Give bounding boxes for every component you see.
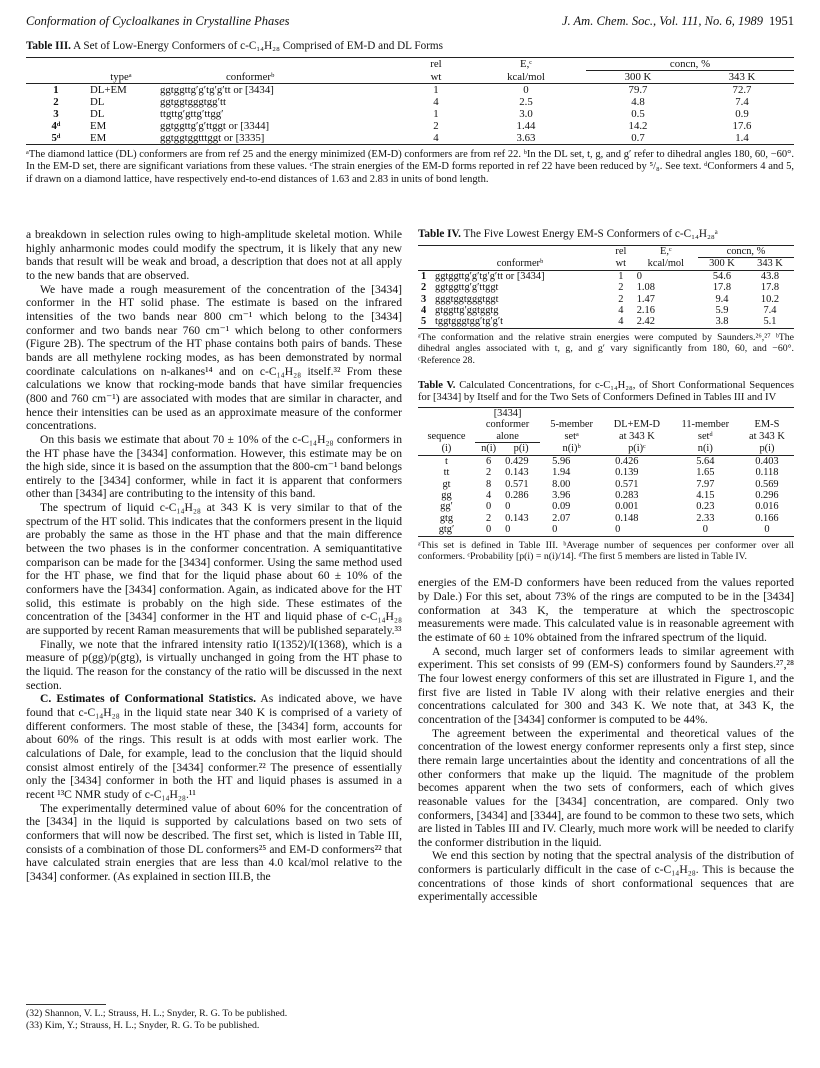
table-3 [26, 40, 794, 186]
t3-cell-conformer: ttgttg′gttg′ttgg′ [160, 108, 224, 120]
t5-cell-eleven: 1.65 [696, 467, 715, 479]
table-row [418, 294, 794, 305]
t3-head-type: typeᵃ [110, 70, 132, 83]
t3-cell-n: 5ᵈ [51, 132, 61, 144]
t5-cell-ems: 0.118 [755, 467, 779, 479]
t3-cell-n: 2 [53, 96, 59, 108]
running-header [26, 14, 794, 32]
reference-32: (32) Shannon, V. L.; Strauss, H. L.; Snyder, R. G. To be published. [26, 1008, 288, 1019]
t5-cell-dl: 0.426 [615, 455, 639, 467]
t4-cell-n: 3 [421, 293, 427, 305]
table-5-footnote: ᵃThis set is defined in Table III. ᵇAverage number of sequences per conformer over all conformers. ᶜProbability [p(i) = n(i)/14]. ᵈThe first 5 members are listed in Table IV. [418, 539, 794, 562]
paragraph: The spectrum of liquid c-C₁₄H₂₈ at 343 K is very similar to that of the spectrum of the HT solid. This indicates that the conformers present in the liquid are probably the same as those in the HT phase and that the main difference between the two phases is in the conformer concentration. A semiquantitative comparison can be made for the [3434] conformer. Using the same method used for the HT phase, we find that for the liquid phase about 60 ± 10% of the conformers have the [3434] conformation. Again, as indicated above for the HT solid, this estimate is probably on the high side. These estimates of the concentration of the [3434] conformer in the HT and liquid phase of c-C₁₄H₂₈ are supported by recent Raman measurements that will be published separately.³³ [26, 501, 402, 638]
table-3-label: Table III. [26, 40, 71, 52]
reference-33: (33) Kim, Y.; Strauss, H. L.; Snyder, R. G. To be published. [26, 1019, 260, 1031]
t3-cell-type: DL [90, 96, 105, 108]
t3-cell-300: 14.2 [628, 120, 648, 132]
table-3-title: A Set of Low-Energy Conformers of c-C₁₄H₂₈ Comprised of EM-D and DL Forms [73, 40, 443, 52]
t4-head-300k: 300 K [709, 258, 735, 270]
t5-cell-seq: tt [443, 467, 450, 479]
t3-cell-300: 0.5 [631, 108, 645, 120]
paragraph: On this basis we estimate that about 70 ± 10% of the c-C₁₄H₂₈ conformers in the HT phase have the [3434] conformation. However, this estimate may be on the high side, since it is based on the assumption that the 800-cm⁻¹ band belongs entirely to the [3434] conformer, while in fact it is apparent that conformers other than [3434] are contributing to the intensity of this band. [26, 432, 402, 501]
t3-cell-wt: 2 [433, 120, 439, 132]
table-5 [418, 380, 794, 562]
t5-cell-five: 0.09 [552, 501, 571, 513]
paragraph: A second, much larger set of conformers leads to similar agreement with experiment. This set consists of 99 (EM-S) conformers found by Saunders.²⁷,²⁸ The four lowest energy conformers of this set are illustrated in Figure 1, and the first five are listed in Table IV along with their relative energies and their concentrations calculated for 300 and 343 K. We note that, at 343 K, the concentration of the [3434] conformer is computed to be 44%. [418, 644, 794, 726]
table-row [418, 513, 794, 524]
t5-head-five-2: setᵃ [564, 431, 579, 443]
table-3-caption [26, 40, 794, 53]
t4-head-343k: 343 K [757, 258, 783, 270]
t3-cell-wt: 1 [433, 108, 439, 120]
table-3-footnote: ᵃThe diamond lattice (DL) conformers are from ref 25 and the energy minimized (EM-D) conformers are from ref 22. ᵇIn the DL set, t, g, and g′ refer to dihedral angles 180, 60, −60°. In the EM-D set, there are significant variations from these values. ᶜThe strain energies of the EM-D forms reported in ref 22 have been reduced by ⁵/₈. See text. ᵈConformers 4 and 5, if drawn on a diamond lattice, have respectively end-to-end distances of 1.63 and 2.83 in units of bond length. [26, 149, 794, 185]
t5-cell-pi: 0.143 [505, 512, 529, 524]
t5-cell-eleven: 5.64 [696, 455, 715, 467]
table-row [418, 305, 794, 316]
t5-head-alone-3: alone [475, 431, 540, 443]
t5-cell-eleven: 7.97 [696, 478, 715, 490]
t5-head-alone-2: conformer [485, 419, 530, 431]
t5-cell-dl: 0.283 [615, 489, 639, 501]
table-4 [418, 228, 794, 366]
t3-cell-343: 1.4 [735, 132, 749, 144]
t5-head-five-3: n(i)ᵇ [562, 443, 581, 455]
t5-cell-seq: gg [441, 489, 452, 501]
table-3-grid [26, 57, 794, 145]
t5-head-ems-1: EM-S [754, 419, 780, 431]
t5-cell-pi: 0.429 [505, 455, 529, 467]
t4-cell-n: 2 [421, 282, 427, 294]
t3-cell-conformer: ggtggtgggtgg′tt [160, 96, 226, 108]
table-row [418, 501, 794, 512]
t5-cell-seq: gt [442, 478, 451, 490]
t3-head-rel: rel [430, 58, 442, 71]
t3-cell-wt: 1 [433, 84, 439, 96]
t5-head-dl-1: DL+EM-D [613, 419, 661, 431]
header-journal: J. Am. Chem. Soc., Vol. 111, No. 6, 1989 [561, 14, 763, 28]
table-4-grid [418, 245, 794, 329]
right-column [418, 228, 794, 904]
t3-cell-n: 1 [53, 84, 59, 96]
t5-cell-ems: 0.403 [755, 455, 779, 467]
t5-cell-dl: 0 [615, 524, 621, 536]
t4-head-concn: concn, % [698, 246, 794, 258]
left-column [26, 228, 402, 884]
t5-cell-pi: 0.571 [505, 478, 529, 490]
t5-cell-seq: t [445, 455, 448, 467]
t5-cell-five: 3.96 [552, 489, 571, 501]
t3-cell-type: DL [90, 108, 105, 120]
t5-head-five-1: 5-member [550, 419, 593, 431]
t3-cell-type: EM [90, 132, 107, 144]
t3-cell-conformer: ggtggttg′g′ttggt or [3344] [160, 120, 270, 132]
paragraph-text: As indicated above, we have found that c-C₁₄H₂₈ in the liquid state near 340 K is comprised of a variety of different conformers. The most stable of these, the [3434] form, accounts for about 60% of the rings. This result is at odds with most earlier work. The calculations of Dale, for example, lead to the conclusion that the liquid should consist almost entirely of the [3434] conformer.²² The presence of essentially only the [3434] conformer in both the HT and liquid phases is assumed in a recent ¹³C NMR study of c-C₁₄H₂₈.¹¹ [26, 692, 402, 801]
t4-cell-300: 3.8 [715, 316, 729, 328]
t3-cell-type: DL+EM [90, 84, 127, 96]
table-row [418, 467, 794, 478]
t4-cell-e: 1.47 [636, 293, 655, 305]
t5-head-ni: n(i) [481, 443, 497, 455]
t5-cell-ems: 0.569 [755, 478, 779, 490]
t3-cell-conformer: ggtggttg′g′tg′g′tt or [3434] [160, 84, 274, 96]
t5-head-dl-2: at 343 K [619, 431, 655, 443]
header-journal-citation [562, 14, 794, 32]
t3-cell-343: 72.7 [732, 84, 752, 96]
table-row [418, 524, 794, 536]
t5-cell-eleven: 0 [702, 524, 708, 536]
t5-cell-seq: gtg [439, 512, 454, 524]
t5-cell-five: 5.96 [552, 455, 571, 467]
t5-cell-dl: 0.139 [615, 467, 639, 479]
t4-cell-343: 43.8 [760, 270, 780, 282]
t4-cell-e: 0 [636, 270, 642, 282]
table-row [26, 108, 794, 120]
t5-cell-eleven: 0.23 [696, 501, 715, 513]
t5-cell-pi: 0 [505, 524, 511, 536]
t5-cell-five: 8.00 [552, 478, 571, 490]
paragraph: The experimentally determined value of about 60% for the concentration of the [3434] in the liquid is supported by calculations based on two sets of conformers that will now be described. The first set, which is listed in Table III, consists of a combination of those DL conformers²⁵ and EM-D conformers²² that have calculated strain energies that are less than 4.0 kcal/mol relative to the [3434] conformer. (As explained in section III.B, the [26, 801, 402, 883]
t3-cell-300: 0.7 [631, 132, 645, 144]
t5-head-pi: p(i) [513, 443, 529, 455]
table-4-caption [418, 228, 794, 241]
t4-cell-n: 5 [421, 316, 427, 328]
t4-cell-conformer: ggtggttg′g′ttggt [435, 282, 499, 294]
t5-head-dl-3: p(i)ᶜ [628, 443, 646, 455]
t5-cell-five: 2.07 [552, 512, 571, 524]
t3-cell-wt: 4 [433, 132, 439, 144]
t4-cell-300: 9.4 [715, 293, 729, 305]
table-5-title: Calculated Concentrations, for c-C₁₄H₂₈, of Short Conformational Sequences for [3434] by Itself and for the Two Sets of Conformers Defined in Tables III and IV [418, 380, 795, 404]
t4-head-wt: wt [615, 258, 627, 270]
t5-cell-ni: 0 [485, 524, 492, 536]
t5-cell-ems: 0.166 [755, 512, 779, 524]
paragraph: The agreement between the experimental and theoretical values of the concentration of the lowest energy conformer represents only a first step, since there remain large uncertainties about the identity and concentrations of all the other conformers that make up the liquid. The magnitude of the problem becomes apparent when the two sets of conformers, each of which gives reasonable values for the [3434] concentration, are compared. Only two conformers, [3434] and [3344], are found to be common to these two sets, which are listed in Tables III and IV. Clearly, much more work will be needed to clarify the conformer distribution in the liquid. [418, 726, 794, 849]
t4-cell-343: 17.8 [760, 282, 780, 294]
t3-cell-e: 3.63 [516, 132, 536, 144]
paragraph: Finally, we note that the infrared intensity ratio I(1352)/I(1368), which is a measure of p(gg)/p(gtg), is virtually unchanged in going from the HT phase to the liquid. The reason for the constancy of the ratio will be discussed in the next section. [26, 637, 402, 692]
t5-head-seq-i: (i) [441, 443, 452, 455]
references [26, 1004, 402, 1032]
t5-cell-five: 0 [552, 524, 558, 536]
t3-cell-e: 0 [523, 84, 529, 96]
t4-cell-e: 1.08 [636, 282, 655, 294]
paragraph: energies of the EM-D conformers have been reduced from the values reported by Dale.) For this set, about 73% of the rings are computed to be in the [3434] conformation at 343 K, the temperature at which the spectroscopic measurements were made. This calculated value is in reasonable agreement with the estimate of 60 ± 10% obtained from the infrared spectrum of the liquid. [418, 576, 794, 644]
t5-head-eleven-2: setᵈ [697, 431, 713, 443]
t5-cell-eleven: 4.15 [696, 489, 715, 501]
t4-head-conformer: conformerᵇ [496, 258, 544, 270]
paragraph: We have made a rough measurement of the concentration of the [3434] conformer in the HT solid phase. The estimate is based on the infrared intensities of the two bands near 800 cm⁻¹ which belong to the [3434] conformer and two bands near 760 cm⁻¹ which belong to other conformers (Figure 2B). The spectrum of the HT phase contains both pairs of bands. These bands are all methylene rocking modes, as has been demonstrated by normal coordinate calculations on n-alkanes¹⁴ and on c-C₁₄H₂₈ itself.³² From these calculations we know that rocking-mode bands that have similar frequencies (800 and 760 cm⁻¹) are associated with modes that are similar in character, and hence their intensities can be used as an approximate measure of the conformer concentrations. [26, 282, 402, 433]
t5-head-eleven-1: 11-member [681, 419, 730, 431]
t5-cell-ni: 2 [485, 512, 492, 524]
table-5-label: Table V. [418, 380, 456, 392]
t3-head-343k: 343 K [728, 71, 756, 83]
t3-head-concn: concn, % [586, 58, 794, 71]
table-4-label: Table IV. [418, 228, 461, 240]
table-row [418, 282, 794, 293]
t4-cell-343: 10.2 [760, 293, 780, 305]
table-4-title: The Five Lowest Energy EM-S Conformers of c-C₁₄H₂₈ᵃ [463, 228, 718, 240]
t5-cell-dl: 0.571 [615, 478, 639, 490]
t4-cell-300: 17.8 [712, 282, 732, 294]
t3-cell-n: 3 [53, 108, 59, 120]
t4-cell-conformer: gtggttg′ggtggtg [435, 305, 499, 317]
t3-cell-300: 79.7 [628, 84, 648, 96]
paragraph [26, 692, 402, 801]
t4-head-e: E,ᶜ [660, 246, 672, 258]
t3-head-conformer: conformerᵇ [226, 70, 275, 83]
t3-cell-300: 4.8 [631, 96, 645, 108]
t3-head-300k: 300 K [624, 71, 652, 83]
t3-cell-e: 1.44 [516, 120, 536, 132]
table-row [418, 479, 794, 490]
paragraph: a breakdown in selection rules owing to high-amplitude skeletal motion. While highly anharmonic modes could modify the spectrum, it is likely that any new bands that result will be weak and broad, a description that does not at all apply to the new bands that are observed. [26, 228, 402, 282]
right-column-text [418, 576, 794, 904]
footnote-rule [26, 1004, 106, 1005]
table-row [26, 120, 794, 132]
t5-cell-ni: 8 [485, 478, 492, 490]
t3-head-kcal: kcal/mol [507, 70, 545, 83]
t5-cell-pi: 0 [505, 501, 511, 513]
t3-cell-e: 3.0 [519, 108, 533, 120]
t5-cell-ni: 0 [485, 501, 492, 513]
t5-cell-pi: 0.286 [505, 489, 529, 501]
t4-cell-n: 1 [421, 270, 427, 282]
table-5-grid [418, 407, 794, 536]
t3-cell-n: 4ᵈ [51, 120, 61, 132]
t3-cell-343: 7.4 [735, 96, 749, 108]
table-row [418, 270, 794, 282]
section-heading: C. Estimates of Conformational Statistics. [40, 692, 256, 706]
t5-cell-dl: 0.148 [615, 512, 639, 524]
t3-cell-type: EM [90, 120, 107, 132]
t5-cell-ems: 0.016 [755, 501, 779, 513]
table-4-footnote: ᵃThe conformation and the relative strain energies were computed by Saunders.²⁶,²⁷ ᵇThe dihedral angles associated with t, g, and g′ vary significantly from 180, 60, and −60°. ᶜReference 28. [418, 331, 794, 366]
t3-cell-wt: 4 [433, 96, 439, 108]
table-row [26, 96, 794, 108]
t4-cell-n: 4 [421, 305, 427, 317]
t5-cell-eleven: 2.33 [696, 512, 715, 524]
t4-cell-conformer: tggtgggtgg′tg′g′t [435, 316, 504, 328]
t4-cell-300: 5.9 [715, 305, 729, 317]
t5-cell-ni: 2 [485, 467, 492, 479]
t5-head-alone-1: [3434] [493, 408, 522, 420]
t3-head-wt: wt [430, 70, 442, 83]
t4-cell-343: 7.4 [763, 305, 777, 317]
table-row [418, 455, 794, 467]
t3-cell-343: 17.6 [732, 120, 752, 132]
t4-cell-wt: 2 [618, 293, 624, 305]
t5-cell-ni: 6 [485, 455, 492, 467]
t4-cell-343: 5.1 [763, 316, 777, 328]
table-row [26, 84, 794, 97]
t4-head-rel: rel [615, 246, 627, 258]
paragraph: We end this section by noting that the spectral analysis of the distribution of conformers is particularly difficult in the case of c-C₁₄H₂₈. This is because the concentrations of those kinds of short conformational sequences that are experimentally accessible [418, 849, 794, 904]
t5-head-ems-2: at 343 K [749, 431, 785, 443]
t3-cell-conformer: ggtggtggtttggt or [3335] [160, 132, 265, 144]
t4-cell-conformer: ggtggttg′g′tg′g′tt or [3434] [435, 270, 545, 282]
table-row [418, 316, 794, 328]
t5-head-eleven-3: n(i) [697, 443, 713, 455]
t5-cell-ems: 0 [764, 524, 770, 536]
t5-head-ems-3: p(i) [759, 443, 775, 455]
t3-cell-e: 2.5 [519, 96, 533, 108]
t5-cell-seq: gg′ [440, 501, 453, 513]
header-article-title: Conformation of Cycloalkanes in Crystalline Phases [26, 14, 290, 28]
t5-cell-ems: 0.296 [755, 489, 779, 501]
t5-cell-pi: 0.143 [505, 467, 529, 479]
table-5-caption [418, 380, 794, 404]
t3-cell-343: 0.9 [735, 108, 749, 120]
t3-head-e: E,ᶜ [519, 58, 533, 71]
t4-cell-wt: 2 [618, 282, 624, 294]
t4-cell-conformer: gggtggtgggtggt [435, 293, 499, 305]
table-row [418, 490, 794, 501]
t4-cell-wt: 4 [618, 316, 624, 328]
t5-cell-seq: gtg′ [438, 524, 455, 536]
t4-cell-e: 2.16 [636, 305, 655, 317]
t5-cell-dl: 0.001 [615, 501, 639, 513]
t4-head-kcal: kcal/mol [647, 258, 684, 270]
t4-cell-e: 2.42 [636, 316, 655, 328]
t4-cell-300: 54.6 [712, 270, 732, 282]
table-row [26, 132, 794, 145]
t5-cell-five: 1.94 [552, 467, 571, 479]
header-page-number: 1951 [769, 14, 794, 28]
t4-cell-wt: 1 [618, 270, 624, 282]
t5-head-sequence: sequence [427, 431, 466, 443]
t5-cell-ni: 4 [485, 489, 492, 501]
t4-cell-wt: 4 [618, 305, 624, 317]
